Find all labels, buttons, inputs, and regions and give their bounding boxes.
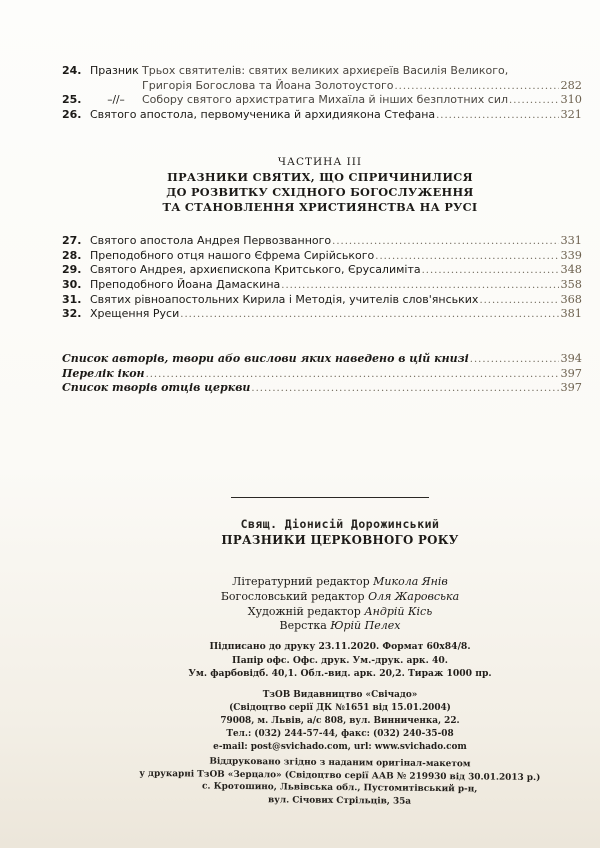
publisher-phone: Тел.: (032) 244-57-44, факс: (032) 240-35-08: [226, 728, 454, 739]
credit-literary-editor: [100, 575, 580, 590]
credit-role: Літературний редактор: [232, 575, 370, 588]
entry-title: Собору святого архистратига Михаїла й інших безплотних сил: [142, 93, 509, 107]
entry-number: 32.: [62, 307, 82, 321]
book-title: ПРАЗНИКИ ЦЕРКОВНОГО РОКУ: [221, 533, 459, 547]
entry-number: 29.: [62, 263, 82, 277]
leader-dots: [180, 308, 559, 323]
entry-page: 368: [560, 292, 582, 306]
publisher-contacts: e-mail: post@svichado.com, url: www.svichado.com: [213, 741, 467, 752]
entry-number: 26.: [62, 108, 82, 122]
publisher-address: 79008, м. Львів, а/с 808, вул. Винниченка, 22.: [220, 715, 460, 726]
printer-line: Віддруковано згідно з наданим оригінал-макетом: [209, 756, 471, 770]
printer-line: вул. Січових Стрільців, 35а: [267, 795, 412, 807]
leader-dots: [436, 109, 559, 124]
entry-title: Список авторів, твори або вислови яких наведено в цій книзі: [62, 352, 469, 365]
toc-entry-29[interactable]: [62, 263, 582, 278]
entry-page: 394: [560, 352, 582, 365]
credit-person: Андрій Кісь: [364, 604, 433, 618]
credit-theological-editor: [100, 590, 580, 605]
toc-part2-tail: [62, 64, 582, 123]
section-divider: [231, 497, 429, 498]
entry-number: 31.: [62, 292, 82, 306]
print-details-line: Ум. фарбовідб. 40,1. Обл.-вид. арк. 20,2. Тираж 1000 пр.: [188, 668, 492, 679]
entry-title: Перелік ікон: [62, 366, 145, 380]
entry-page: 339: [560, 248, 582, 262]
entry-number: 24.: [62, 64, 82, 77]
toc-entry-32[interactable]: [62, 307, 582, 322]
entry-title: Святого апостола, первомученика й архидиякона Стефана: [90, 108, 436, 122]
entry-number: 27.: [62, 234, 82, 247]
credit-role: Верстка: [279, 619, 327, 633]
toc-entry-31[interactable]: [62, 293, 582, 308]
entry-title: Хрещення Руси: [90, 307, 180, 321]
part-heading-line-2: ДО РОЗВИТКУ СХІДНОГО БОГОСЛУЖЕННЯ: [166, 185, 474, 199]
printer-line: у друкарні ТзОВ «Зерцало» (Свідоцтво серії ААВ № 219930 від 30.01.2013 р.): [139, 768, 541, 783]
toc-appendix-icons[interactable]: [62, 366, 582, 381]
leader-dots: [375, 250, 559, 265]
print-details: [100, 640, 580, 681]
credit-role: Художній редактор: [247, 604, 361, 618]
ditto-mark: –//–: [107, 94, 125, 107]
leader-dots: [479, 294, 559, 309]
entry-title: Святого Андрея, архиєпископа Критського, Єрусалиміта: [90, 263, 421, 277]
toc-entry-28[interactable]: [62, 249, 582, 264]
toc-entry-24-cont[interactable]: [62, 79, 582, 94]
entry-page: 397: [560, 366, 582, 380]
entry-page: 331: [560, 234, 582, 247]
author-name: Свящ. Діонисій Дорожинський: [240, 517, 440, 531]
credit-person: Оля Жаровська: [368, 589, 460, 603]
credit-art-editor: [100, 605, 580, 620]
toc-appendix-authors[interactable]: [62, 351, 582, 366]
entry-title: Святих рівноапостольних Кирила і Методія, учителів слов'янських: [90, 292, 479, 306]
publisher-certificate: (Свідоцтво серії ДК №1651 від 15.01.2004): [229, 702, 451, 713]
entry-page: 358: [560, 278, 582, 292]
part-heading-line-1: ПРАЗНИКИ СВЯТИХ, ЩО СПРИЧИНИЛИСЯ: [167, 170, 473, 184]
entry-label: Празник: [90, 64, 139, 77]
toc-entry-26[interactable]: [62, 108, 582, 123]
entry-number: 28.: [62, 248, 82, 262]
publisher-name: ТзОВ Видавництво «Свічадо»: [262, 690, 418, 700]
leader-dots: [422, 264, 560, 279]
entry-title-cont: Григорія Богослова та Йоана Золотоустого: [142, 78, 394, 92]
entry-title: Преподобного Йоана Дамаскина: [90, 278, 281, 292]
print-details-line: Папір офс. Офс. друк. Ум.-друк. арк. 40.: [232, 654, 448, 666]
part-label: ЧАСТИНА III: [277, 156, 363, 168]
leader-dots: [394, 80, 559, 95]
entry-page: 310: [560, 93, 582, 107]
publisher-info: [100, 689, 580, 754]
entry-title: Список творів отців церкви: [62, 381, 251, 395]
entry-page: 381: [560, 307, 582, 321]
leader-dots: [509, 94, 559, 109]
toc-entry-27[interactable]: [62, 234, 582, 249]
toc-appendix: [62, 351, 582, 395]
entry-page: 321: [560, 108, 582, 122]
credit-person: Юрій Пелех: [330, 619, 401, 633]
credit-person: Микола Янів: [373, 575, 448, 588]
entry-page: 282: [560, 78, 582, 92]
credit-role: Богословський редактор: [220, 589, 365, 603]
printer-line: с. Кротошино, Львівська обл., Пустомитівський р-н,: [201, 781, 478, 795]
entry-page: 397: [560, 381, 582, 395]
leader-dots: [332, 235, 559, 250]
entry-title: Преподобного отця нашого Єфрема Сирійського: [90, 248, 375, 262]
entry-title: Трьох святителів: святих великих архиєреїв Василія Великого,: [142, 64, 509, 77]
entry-number: 25.: [62, 93, 82, 107]
leader-dots: [281, 279, 559, 294]
toc-appendix-church-fathers[interactable]: [62, 380, 582, 395]
toc-entry-24[interactable]: [62, 64, 582, 79]
part-heading-line-3: ТА СТАНОВЛЕННЯ ХРИСТИЯНСТВА НА РУСІ: [162, 200, 478, 214]
printer-info: [99, 754, 580, 809]
editorial-credits: [100, 575, 580, 634]
toc-part3: [62, 234, 582, 322]
credit-layout: [100, 619, 580, 634]
leader-dots: [251, 381, 559, 396]
toc-entry-30[interactable]: [62, 278, 582, 293]
part-3-heading: [120, 155, 520, 215]
entry-number: 30.: [62, 278, 82, 292]
print-details-line: Підписано до друку 23.11.2020. Формат 60x84/8.: [209, 641, 471, 652]
entry-title: Святого апостола Андрея Первозванного: [90, 234, 332, 247]
leader-dots: [470, 352, 560, 367]
toc-entry-25[interactable]: [62, 93, 582, 108]
entry-page: 348: [560, 263, 582, 277]
